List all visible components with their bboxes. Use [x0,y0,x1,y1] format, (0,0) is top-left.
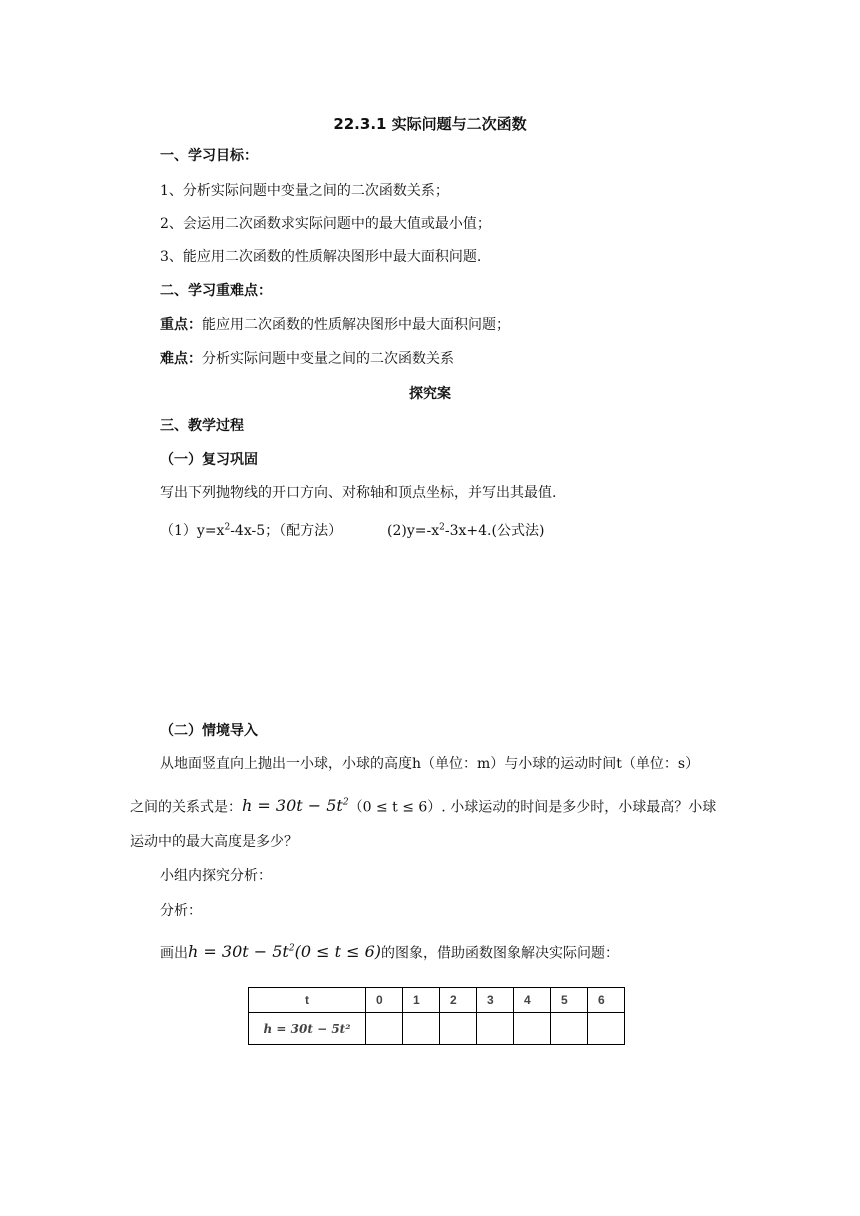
draw-instruction: 画出$h = 30t - 5t^2(0 \le t \le 6)$的图象，借助函数图象解决实际问题： [160,942,620,962]
objective-1: 1、分析实际问题中变量之间的二次函数关系； [160,183,449,199]
table-cell: 4 [514,988,551,1013]
table-cell-empty[interactable] [366,1013,403,1045]
section2-heading: 二、学习重难点： [160,283,272,299]
table-cell: 6 [588,988,625,1013]
hard-text: 分析实际问题中变量之间的二次函数关系 [202,351,454,367]
scenario-para-1: 从地面竖直向上抛出一小球，小球的高度h（单位：m）与小球的运动时间t（单位：s） [160,756,700,772]
hard-point [160,349,454,369]
table-row [249,1013,625,1045]
table-header-t: t [249,988,366,1013]
table-cell: 1 [403,988,440,1013]
exercise-2: $(2)y=-x^2-3x+4$.(公式法) [387,522,545,539]
table-cell-empty[interactable] [403,1013,440,1045]
analysis-label: 分析： [160,903,202,919]
key-text: 能应用二次函数的性质解决图形中最大面积问题； [202,317,510,333]
table-cell-empty[interactable] [551,1013,588,1045]
table-cell-empty[interactable] [477,1013,514,1045]
value-table [248,987,625,1045]
table-cell-empty[interactable] [514,1013,551,1045]
hard-label: 难点： [160,351,202,367]
formula-range: （0 ≤ t ≤ 6） [348,799,442,816]
review-prompt: 写出下列抛物线的开口方向、对称轴和顶点坐标，并写出其最值. [160,485,557,501]
table-cell: 0 [366,988,403,1013]
objective-3: 3、能应用二次函数的性质解决图形中最大面积问题. [160,249,482,265]
table-row [249,988,625,1013]
key-label: 重点： [160,317,202,333]
scenario-para-2: 之间的关系式是：$h = 30t - 5t^2(0 \le t \le 6)$. 小球运动的时间是多少时，小球最高？小球 [130,796,717,816]
section1-heading: 一、学习目标： [160,148,258,164]
draw-formula: $h = 30t - 5t^2(0 \le t \le 6)$ [188,942,382,962]
page-title: 22.3.1 实际问题与二次函数 [333,115,527,133]
table-cell-empty[interactable] [588,1013,625,1045]
review-exercises [160,517,544,541]
scenario-subheading: （二）情境导入 [160,723,258,739]
objective-2: 2、会运用二次函数求实际问题中的最大值或最小值； [160,216,491,232]
key-point [160,315,510,335]
table-cell-empty[interactable] [440,1013,477,1045]
section3-heading: 三、教学过程 [160,418,244,434]
height-formula: $h = 30t - 5t^2$ [242,796,349,816]
table-cell: 2 [440,988,477,1013]
table-cell: 3 [477,988,514,1013]
explore-title: 探究案 [409,386,451,402]
exercise-1: $(1)y=x^2-4x-5$；（配方法） [160,522,343,539]
review-subheading: （一）复习巩固 [160,452,258,468]
scenario-para-3: 运动中的最大高度是多少？ [130,834,298,850]
table-row-label: h = 30t − 5t² [249,1013,366,1045]
table-cell: 5 [551,988,588,1013]
group-analysis: 小组内探究分析： [160,868,272,884]
